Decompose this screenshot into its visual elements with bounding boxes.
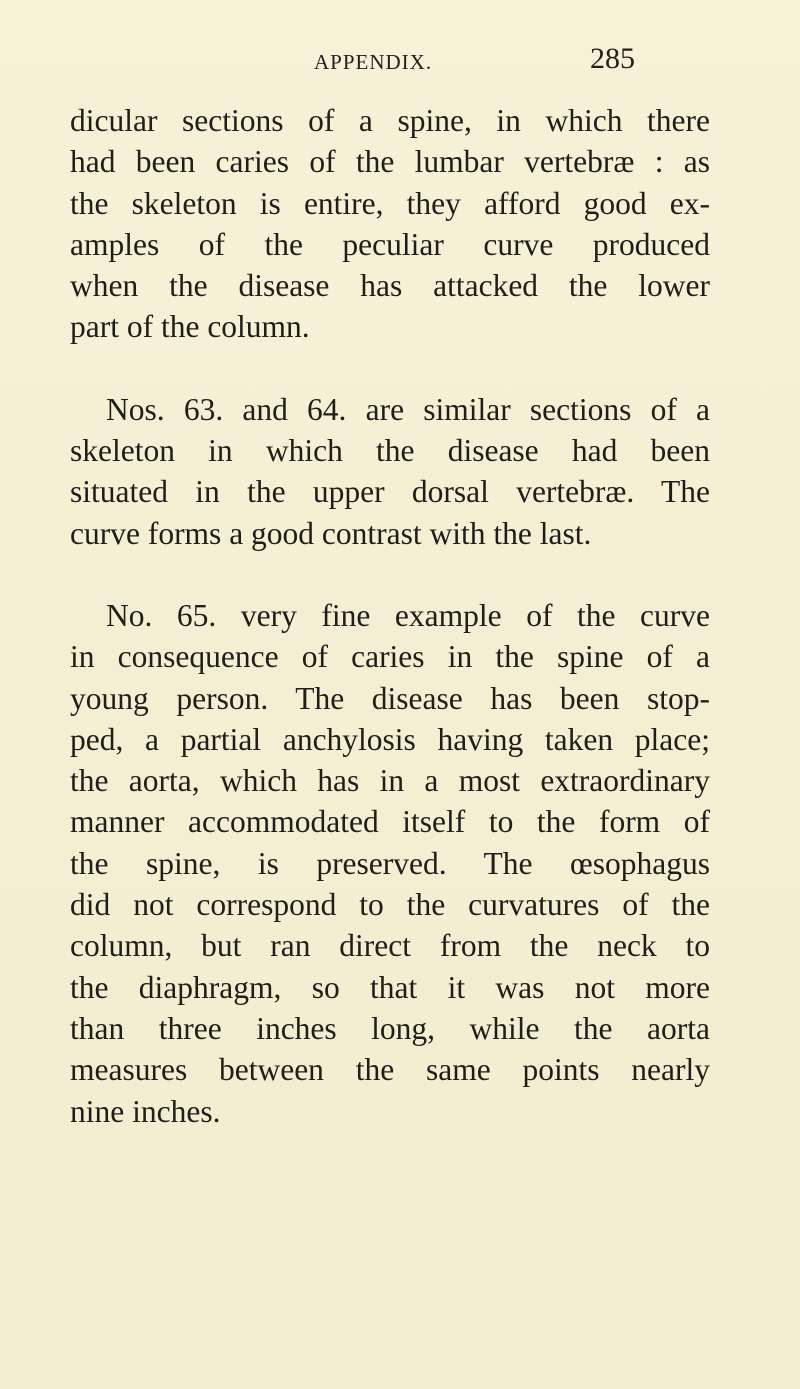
- text-line: dicular sections of a spine, in which there: [70, 103, 710, 138]
- page-number: 285: [590, 42, 635, 75]
- paragraph-gap: [70, 348, 710, 389]
- paragraph-3: [70, 595, 710, 1132]
- text-line: the aorta, which has in a most extraordinary: [70, 763, 710, 799]
- text-line: No. 65. very fine example of the curve: [106, 597, 710, 633]
- text-line: than three inches long, while the aorta: [70, 1010, 710, 1046]
- text-line: situated in the upper dorsal vertebræ. The: [70, 474, 710, 510]
- text-line: when the disease has attacked the lower: [70, 268, 710, 304]
- text-line: curve forms a good contrast with the last.: [70, 515, 592, 551]
- text-line: nine inches.: [70, 1093, 221, 1129]
- body-text: [70, 100, 710, 1132]
- running-head: APPENDIX.: [314, 50, 433, 74]
- text-line: did not correspond to the curvatures of the: [70, 887, 710, 923]
- text-line: in consequence of caries in the spine of a: [70, 639, 710, 675]
- text-line: had been caries of the lumbar vertebræ : as: [70, 144, 710, 180]
- text-line: Nos. 63. and 64. are similar sections of a: [106, 391, 710, 427]
- text-line: skeleton in which the disease had been: [70, 433, 710, 469]
- text-line: young person. The disease has been stop-: [70, 680, 710, 716]
- paragraph-1: [70, 100, 710, 348]
- text-line: column, but ran direct from the neck to: [70, 928, 710, 964]
- paragraph-gap: [70, 554, 710, 595]
- text-line: manner accommodated itself to the form of: [70, 804, 710, 840]
- text-line: ped, a partial anchylosis having taken place;: [70, 721, 710, 757]
- text-line: part of the column.: [70, 309, 310, 345]
- paragraph-2: [70, 389, 710, 554]
- text-line: the skeleton is entire, they afford good ex-: [70, 185, 710, 221]
- text-line: amples of the peculiar curve produced: [70, 226, 710, 262]
- text-line: the diaphragm, so that it was not more: [70, 969, 710, 1005]
- text-line: measures between the same points nearly: [70, 1052, 710, 1088]
- text-line: the spine, is preserved. The œsophagus: [70, 845, 710, 881]
